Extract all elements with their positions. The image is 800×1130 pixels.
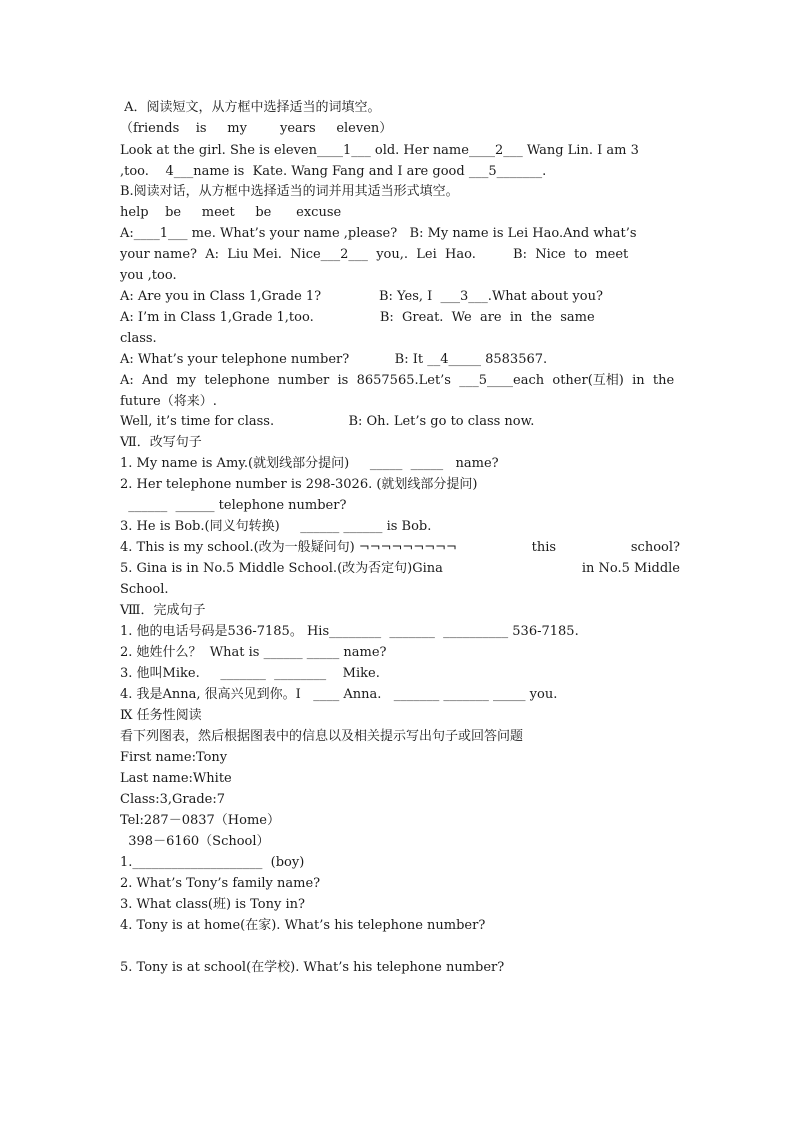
rewrite-question-5-end: in No.5 Middle: [581, 561, 680, 576]
info-class: Class:3,Grade:7: [120, 792, 225, 807]
task-question-2: 2. What’s Tony’s family name?: [120, 876, 321, 891]
rewrite-question-4-end: school?: [630, 540, 680, 555]
section-a-passage-line-1: Look at the girl. She is eleven____1___ old. Her name____2___ Wang Lin. I am 3: [120, 143, 639, 158]
dialogue-line: future（将来）.: [120, 394, 217, 409]
dialogue-line: A: Are you in Class 1,Grade 1? B: Yes, I ___3___.What about you?: [120, 289, 603, 304]
complete-sentence-3: 3. 他叫Mike. _______ ________ Mike.: [120, 666, 380, 681]
rewrite-question-1: 1. My name is Amy.(就划线部分提问) _____ _____ name?: [120, 456, 499, 471]
complete-sentence-4: 4. 我是Anna, 很高兴见到你。I ____ Anna. _______ _______ _____ you.: [120, 687, 558, 702]
rewrite-question-5: [120, 561, 680, 577]
dialogue-line: you ,too.: [120, 268, 177, 283]
dialogue-line: A: What’s your telephone number? B: It __4_____ 8583567.: [120, 352, 548, 367]
task-question-4: 4. Tony is at home(在家). What’s his telephone number?: [120, 918, 486, 933]
rewrite-question-5-prompt: 5. Gina is in No.5 Middle School.(改为否定句)Gina: [120, 561, 443, 576]
complete-sentence-1: 1. 他的电话号码是536-7185。 His________ _______ __________ 536-7185.: [120, 624, 579, 639]
task-question-3: 3. What class(班) is Tony in?: [120, 897, 305, 912]
info-tel-school: 398－6160（School）: [120, 834, 270, 849]
rewrite-question-4: [120, 540, 680, 556]
task-question-1: 1.____________________ (boy): [120, 855, 305, 870]
rewrite-question-4-word: this: [531, 540, 557, 555]
section-a-word-box: （friends is my years eleven）: [120, 121, 393, 136]
section-9-instruction: 看下列图表，然后根据图表中的信息以及相关提示写出句子或回答问题: [120, 729, 524, 744]
dialogue-line: A: I’m in Class 1,Grade 1,too. B: Great. We are in the same: [120, 310, 595, 325]
dialogue-line: A: And my telephone number is 8657565.Let’s ___5____each other(互相) in the: [120, 373, 675, 388]
rewrite-question-3: 3. He is Bob.(同义句转换) ______ ______ is Bob.: [120, 519, 432, 534]
info-tel-home: Tel:287－0837（Home）: [120, 813, 280, 828]
section-8-title: Ⅷ．完成句子: [120, 603, 206, 618]
rewrite-question-2: 2. Her telephone number is 298-3026. (就划线部分提问): [120, 477, 478, 492]
section-7-title: Ⅶ．改写句子: [120, 435, 202, 450]
dialogue-line: your name? A: Liu Mei. Nice___2___ you,. Lei Hao. B: Nice to meet: [120, 247, 629, 262]
section-b-word-box: help be meet be excuse: [120, 205, 342, 220]
task-question-5: 5. Tony is at school(在学校). What’s his telephone number?: [120, 960, 505, 975]
section-b-title: B.阅读对话，从方框中选择适当的词并用其适当形式填空。: [120, 184, 459, 199]
info-first-name: First name:Tony: [120, 750, 228, 765]
rewrite-question-5-continued: School.: [120, 582, 169, 597]
rewrite-question-2-blank: ______ ______ telephone number?: [120, 498, 347, 513]
dialogue-line: class.: [120, 331, 157, 346]
section-a-title: A．阅读短文，从方框中选择适当的词填空。: [120, 100, 381, 115]
complete-sentence-2: 2. 她姓什么？ What is ______ _____ name?: [120, 645, 387, 660]
section-9-title: Ⅸ 任务性阅读: [120, 708, 202, 723]
dialogue-line: Well, it’s time for class. B: Oh. Let’s go to class now.: [120, 414, 535, 429]
section-a-passage-line-2: ,too. 4___name is Kate. Wang Fang and I are good ___5_______.: [120, 164, 547, 179]
rewrite-question-4-prompt: 4. This is my school.(改为一般疑问句) ¬¬¬¬¬¬¬¬¬: [120, 540, 457, 555]
dialogue-line: A:____1___ me. What’s your name ,please? B: My name is Lei Hao.And what’s: [120, 226, 637, 241]
info-last-name: Last name:White: [120, 771, 232, 786]
